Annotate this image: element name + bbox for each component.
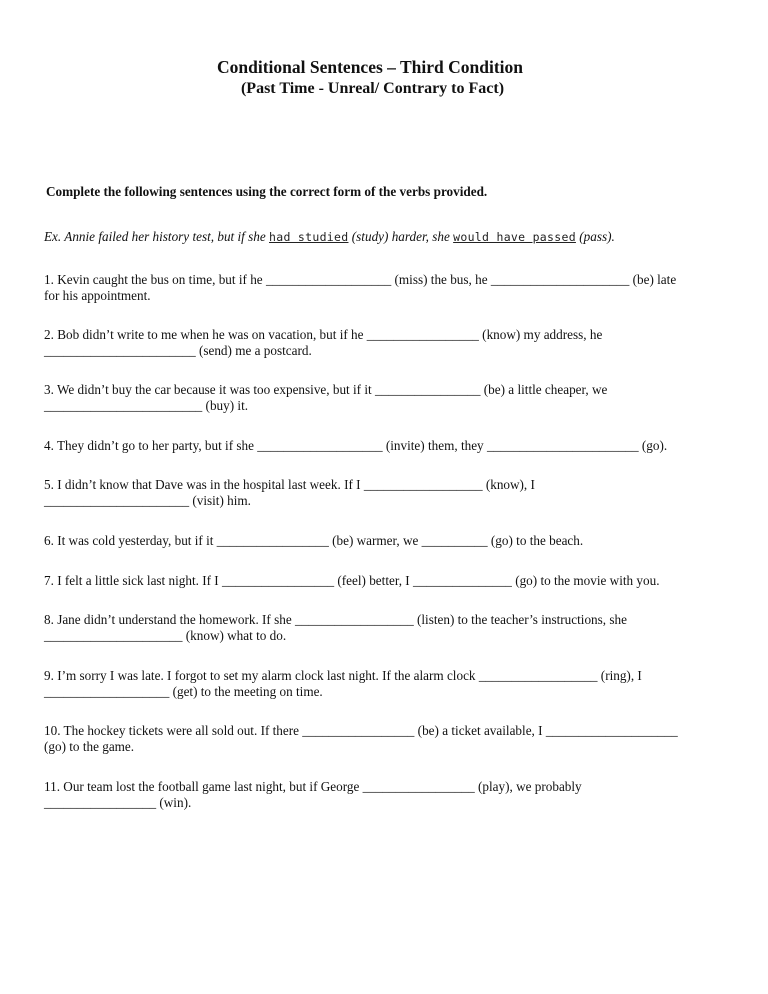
question-8 (44, 612, 724, 644)
question-line: 10. The hockey tickets were all sold out. If there _________________ (be) a ticket available, I ____________________ (44, 723, 678, 738)
question-line: 1. Kevin caught the bus on time, but if he ___________________ (miss) the bus, he _____________________ (be) late (44, 272, 677, 287)
question-line: 3. We didn’t buy the car because it was too expensive, but if it ________________ (be) a little cheaper, we (44, 382, 608, 397)
question-line: 2. Bob didn’t write to me when he was on vacation, but if he _________________ (know) my address, he (44, 327, 603, 342)
question-5 (44, 477, 724, 509)
example-text-1: Ex. Annie failed her history test, but if she (44, 229, 270, 244)
question-line: ________________________ (buy) it. (44, 398, 249, 413)
question-6 (44, 533, 724, 549)
question-3 (44, 382, 724, 414)
question-line: (go) to the game. (44, 739, 135, 754)
example-sentence (44, 229, 615, 245)
question-11 (44, 779, 724, 811)
question-7 (44, 573, 724, 589)
example-text-2: (study) harder, she (348, 229, 454, 244)
example-text-3: (pass). (575, 229, 615, 244)
instructions: Complete the following sentences using the correct form of the verbs provided. (46, 184, 488, 199)
question-line: _________________ (win). (44, 795, 192, 810)
question-line: for his appointment. (44, 288, 151, 303)
question-line: ___________________ (get) to the meeting on time. (44, 684, 323, 699)
question-1 (44, 272, 724, 304)
question-2 (44, 327, 724, 359)
question-line: 9. I’m sorry I was late. I forgot to set my alarm clock last night. If the alarm clock __________________ (ring), I (44, 668, 642, 683)
question-line: _____________________ (know) what to do. (44, 628, 287, 643)
question-line: _______________________ (send) me a postcard. (44, 343, 312, 358)
page-subtitle: (Past Time - Unreal/ Contrary to Fact) (240, 80, 505, 97)
question-line: 8. Jane didn’t understand the homework. If she __________________ (listen) to the teacher’s instructions, she (44, 612, 627, 627)
question-10 (44, 723, 724, 755)
question-line: 5. I didn’t know that Dave was in the hospital last week. If I __________________ (know), I (44, 477, 535, 492)
question-line: 6. It was cold yesterday, but if it _________________ (be) warmer, we __________ (go) to the beach. (44, 533, 584, 548)
question-line: 7. I felt a little sick last night. If I _________________ (feel) better, I _______________ (go) to the movie with you. (44, 573, 660, 588)
example-answer-1: had studied (269, 230, 349, 244)
question-9 (44, 668, 724, 700)
question-4 (44, 438, 724, 454)
question-line: 4. They didn’t go to her party, but if she ___________________ (invite) them, they _______________________ (go). (44, 438, 668, 453)
example-answer-2: would have passed (453, 230, 576, 244)
question-line: ______________________ (visit) him. (44, 493, 251, 508)
question-line: 11. Our team lost the football game last night, but if George _________________ (play), we probably (44, 779, 582, 794)
page-title: Conditional Sentences – Third Condition (217, 57, 523, 77)
